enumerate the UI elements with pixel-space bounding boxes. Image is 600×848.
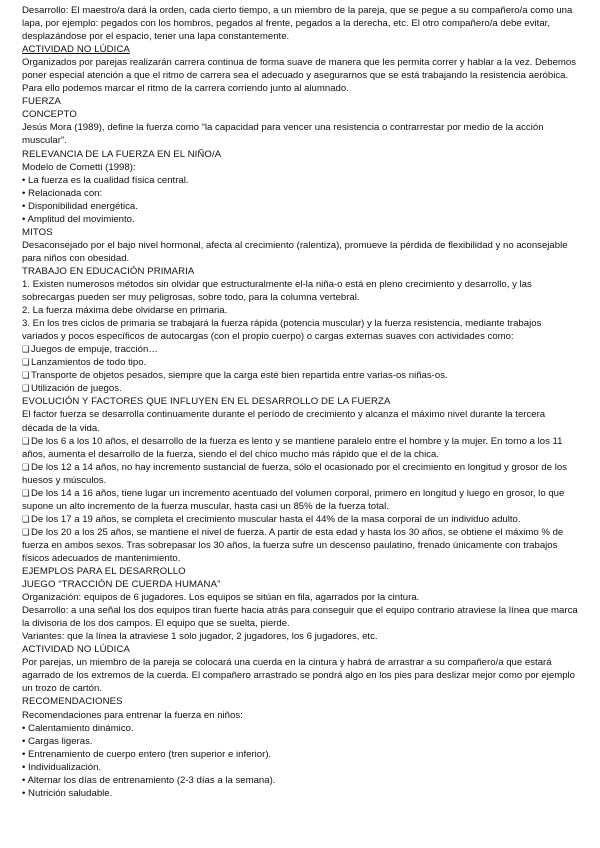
checkbox-bullet-icon: ❑: [22, 435, 30, 446]
list-item-text: Juegos de empuje, tracción…: [31, 344, 158, 356]
list-item-text: Transporte de objetos pesados, siempre que la carga esté bien repartida entre varias-os niñas-os.: [31, 370, 448, 382]
paragraph: • Nutrición saludable.: [22, 787, 113, 799]
checkbox-list-item: [22, 487, 578, 513]
paragraph: Organizados por parejas realizarán carrera continua de forma suave de manera que les permita correr y hablar a la vez. Debemos poner especial atención a que el ritmo de carrera sea el adecuado y asegurarnos que se está trabajando la resistencia aeróbica. Para ello podemos marcar el ritmo de la carrera corriendo junto al alumnado.: [22, 57, 577, 95]
checkbox-bullet-icon: ❑: [22, 487, 30, 498]
paragraph: 1. Existen numerosos métodos sin olvidar que estructuralmente el-la niña-o está en pleno crecimiento y desarrollo, y las sobrecargas pueden ser muy peligrosas, sobre todo, para la columna vertebral.: [22, 278, 532, 304]
checkbox-list-item: [22, 343, 578, 356]
paragraph: 3. En los tres ciclos de primaria se trabajará la fuerza rápida (potencia muscular) y la fuerza resistencia, mediante trabajos variados y pocos específicos de autocargas (con el propio cuerpo) o cargas externas suaves con actividades como:: [22, 318, 542, 343]
paragraph: • Alternar los días de entrenamiento (2-3 días a la semana).: [22, 774, 276, 786]
checkbox-bullet-icon: ❑: [22, 370, 30, 381]
section-heading: EJEMPLOS PARA EL DESARROLLO: [22, 566, 186, 578]
checkbox-bullet-icon: ❑: [22, 344, 30, 355]
list-item-text: De los 20 a los 25 años, se mantiene el nivel de fuerza. A partir de esta edad y hasta los 30 años, se obtiene el máximo % de fuerza en ambos sexos. Tras sobrepasar los 30 años, la fuerza sufre un descenso paulatino, frenado únicamente con trabajos físicos adecuados de mantenimiento.: [22, 526, 564, 564]
checkbox-list-item: [22, 382, 578, 395]
paragraph: • Individualización.: [22, 761, 102, 773]
section-heading: ACTIVIDAD NO LÚDICA: [22, 44, 130, 56]
paragraph: • Disponibilidad energética.: [22, 200, 138, 212]
section-heading: RELEVANCIA DE LA FUERZA EN EL NIÑO/A: [22, 148, 222, 160]
paragraph: Jesús Mora (1989), define la fuerza como “la capacidad para vencer una resistencia o contrarrestar por medio de la acción muscular”.: [22, 122, 544, 147]
checkbox-bullet-icon: ❑: [22, 383, 30, 394]
paragraph: Variantes: que la línea la atraviese 1 solo jugador, 2 jugadores, los 6 jugadores, etc.: [22, 631, 378, 643]
paragraph: • Relacionada con:: [22, 187, 103, 199]
checkbox-bullet-icon: ❑: [22, 461, 30, 472]
paragraph: Desarrollo: El maestro/a dará la orden, cada cierto tiempo, a un miembro de la pareja, que se pegue a su compañero/a como una lapa, por ejemplo: pegados con los hombros, pegados al frente, pegados a la derecha, etc. El otro compañero/a debe evitar, desplazándose por el espacio, tener una lapa constantemente.: [22, 5, 573, 43]
checkbox-list-item: [22, 435, 578, 461]
paragraph: Por parejas, un miembro de la pareja se colocará una cuerda en la cintura y habrá de arrastrar a su compañero/a que estará agarrado de los extremos de la cuerda. El compañero arrastrado se pondrá algo en los pies para deslizar mejor como por ejemplo un trozo de cartón.: [22, 657, 576, 695]
list-item-text: Utilización de juegos.: [31, 383, 122, 395]
paragraph: Recomendaciones para entrenar la fuerza en niños:: [22, 709, 243, 721]
paragraph: Desarrollo: a una señal los dos equipos tiran fuerte hacia atrás para conseguir que el equipo contrario atraviese la línea que marca la divisoria de los dos campos. El equipo que se suelta, pierde.: [22, 605, 578, 630]
list-item-text: De los 17 a 19 años, se completa el crecimiento muscular hasta el 44% de la masa corporal de un individuo adulto.: [31, 513, 521, 525]
section-heading: CONCEPTO: [22, 109, 77, 121]
paragraph: Modelo de Cometti (1998):: [22, 161, 136, 173]
checkbox-bullet-icon: ❑: [22, 513, 30, 524]
paragraph: • Cargas ligeras.: [22, 735, 93, 747]
checkbox-bullet-icon: ❑: [22, 357, 30, 368]
paragraph: • La fuerza es la cualidad física central.: [22, 174, 189, 186]
paragraph: • Entrenamiento de cuerpo entero (tren superior e inferior).: [22, 748, 272, 760]
checkbox-list-item: [22, 513, 578, 526]
section-heading: MITOS: [22, 226, 53, 238]
section-heading: ACTIVIDAD NO LÚDICA: [22, 644, 130, 656]
list-item-text: Lanzamientos de todo tipo.: [31, 357, 147, 369]
section-heading: FUERZA: [22, 96, 61, 108]
section-heading: JUEGO “TRACCIÓN DE CUERDA HUMANA”: [22, 579, 221, 591]
checkbox-list-item: [22, 356, 578, 369]
section-heading: RECOMENDACIONES: [22, 696, 123, 708]
checkbox-bullet-icon: ❑: [22, 526, 30, 537]
paragraph: • Amplitud del movimiento.: [22, 213, 135, 225]
list-item-text: De los 14 a 16 años, tiene lugar un incremento acentuado del volumen corporal, primero en longitud y luego en grosor, lo que supone un alto incremento de la fuerza muscular, hasta casi un 85% de la fuerza total.: [22, 487, 565, 512]
paragraph: • Calentamiento dinámico.: [22, 722, 134, 734]
paragraph: Organización: equipos de 6 jugadores. Los equipos se sitúan en fila, agarrados por la cintura.: [22, 592, 420, 604]
checkbox-list-item: [22, 461, 578, 487]
checkbox-list-item: [22, 369, 578, 382]
paragraph: El factor fuerza se desarrolla continuamente durante el período de crecimiento y alcanza el máximo nivel durante la tercera década de la vida.: [22, 409, 546, 434]
list-item-text: De los 12 a 14 años, no hay incremento sustancial de fuerza, sólo el ocasionado por el crecimiento en longitud y grosor de los huesos y músculos.: [22, 461, 567, 486]
section-heading: EVOLUCIÓN Y FACTORES QUE INFLUYEN EN EL DESARROLLO DE LA FUERZA: [22, 396, 391, 408]
checkbox-list-item: [22, 526, 578, 565]
paragraph: 2. La fuerza máxima debe olvidarse en primaria.: [22, 305, 228, 317]
paragraph: Desaconsejado por el bajo nivel hormonal, afecta al crecimiento (ralentiza), promueve la pérdida de flexibilidad y no aconsejable para niños con obesidad.: [22, 239, 568, 264]
list-item-text: De los 6 a los 10 años, el desarrollo de la fuerza es lento y se mantiene paralelo entre el hombre y la mujer. En torno a los 11 años, aumenta el desarrollo de la fuerza, siendo el del chico mucho más rápido que el de la chica.: [22, 435, 563, 460]
section-heading: TRABAJO EN EDUCACIÓN PRIMARIA: [22, 265, 195, 277]
